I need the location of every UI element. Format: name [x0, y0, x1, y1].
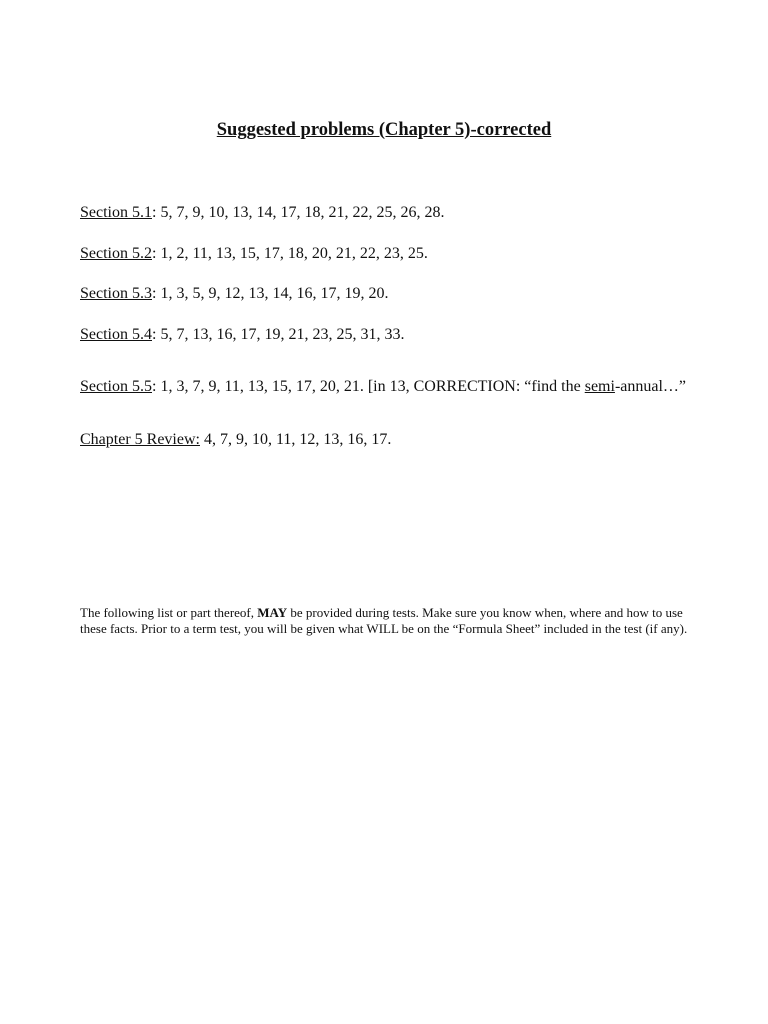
note-emphasis: MAY: [257, 605, 288, 620]
section-label: Section 5.2: [80, 245, 152, 262]
section-5-2-line: [80, 244, 428, 264]
page-title: Suggested problems (Chapter 5)-corrected: [216, 120, 552, 140]
chapter-5-review-line: [80, 430, 391, 450]
semi-underlined-word: semi: [584, 378, 615, 395]
section-5-4-line: [80, 325, 404, 345]
section-5-3-line: [80, 284, 388, 304]
section-label: Section 5.5: [80, 378, 152, 395]
review-label: Chapter 5 Review:: [80, 431, 200, 448]
section-problems: : 1, 3, 7, 9, 11, 13, 15, 17, 20, 21. [in 13, CORRECTION: “find the: [152, 378, 585, 395]
section-problems: : 5, 7, 13, 16, 17, 19, 21, 23, 25, 31, 33.: [152, 326, 405, 343]
correction-tail: -annual…”: [614, 378, 687, 395]
section-problems: : 5, 7, 9, 10, 13, 14, 17, 18, 21, 22, 25, 26, 28.: [152, 204, 445, 221]
formula-sheet-note: [80, 605, 692, 637]
section-label: Section 5.3: [80, 285, 152, 302]
review-problems: 4, 7, 9, 10, 11, 12, 13, 16, 17.: [199, 431, 392, 448]
section-problems: : 1, 2, 11, 13, 15, 17, 18, 20, 21, 22, 23, 25.: [152, 245, 428, 262]
note-text-after: be provided during tests. Make sure you know when, where and how to use these facts. Prior to a term test, you will be given what WILL be on the “Formula Sheet” included in the test (if any).: [80, 605, 688, 636]
section-label: Section 5.4: [80, 326, 152, 343]
section-label: Section 5.1: [80, 204, 152, 221]
section-5-5-paragraph: [80, 377, 690, 397]
note-text-before: The following list or part thereof,: [80, 605, 258, 620]
section-5-1-line: [80, 203, 444, 223]
section-problems: : 1, 3, 5, 9, 12, 13, 14, 16, 17, 19, 20.: [152, 285, 389, 302]
